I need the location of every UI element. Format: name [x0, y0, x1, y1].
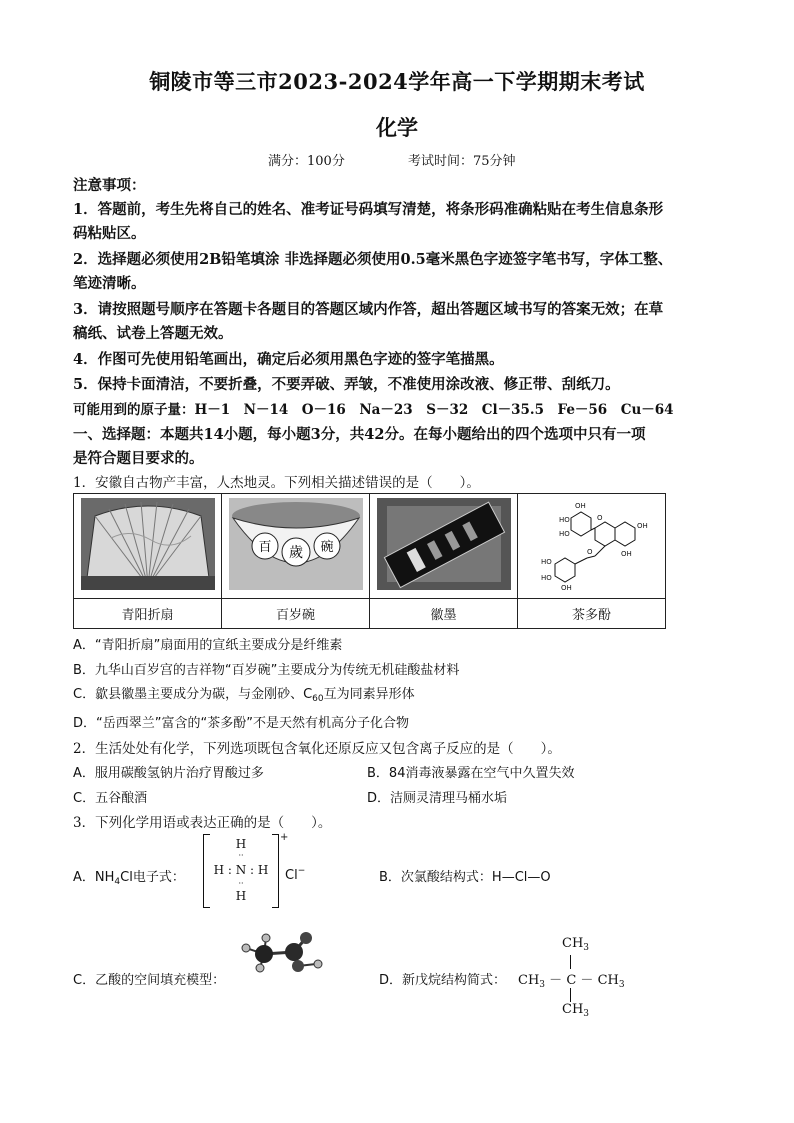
svg-text:HO: HO	[558, 530, 570, 538]
note-5: 5．保持卡面清洁，不要折叠，不要弄破、弄皱，不准使用涂改液、修正带、刮纸刀。	[73, 376, 620, 393]
q1-image-table	[73, 493, 666, 629]
note-3b: 稿纸、试卷上答题无效。	[73, 325, 233, 342]
caption-ink: 徽墨	[370, 599, 518, 629]
chloride-charge: −	[297, 866, 306, 876]
q1-option-b: B．九华山百岁宫的吉祥物“百岁碗”主要成分为传统无机硅酸盐材料	[73, 663, 460, 678]
folding-fan-image	[81, 498, 215, 590]
neopentane-bottom: $CH_3$	[562, 1002, 590, 1019]
caption-fan: 青阳折扇	[74, 599, 222, 629]
nh4-plus-charge: +	[280, 832, 289, 843]
chloride-ion	[285, 866, 305, 883]
q3-stem: 3．下列化学用语或表达正确的是（ ）。	[73, 815, 332, 831]
q3-a-post: Cl电子式：	[120, 870, 185, 885]
q3-option-a-label	[73, 866, 185, 887]
bowl-image	[229, 498, 363, 590]
chloride-symbol: Cl	[285, 868, 298, 883]
neopentane-formula	[518, 934, 628, 1024]
atomic-masses: 可能用到的原子量：H－1 N－14 O－16 Na－23 S－32 Cl－35.5 Fe－56 Cu－64	[73, 402, 674, 418]
exam-title: 铜陵市等三市2023-2024学年高一下学期期末考试	[149, 69, 645, 94]
neopentane-middle: $CH_3 - C - CH_3$	[518, 973, 625, 990]
q3-option-b: B．次氯酸结构式：H—Cl—O	[379, 870, 551, 885]
q1-option-c-sub: 60	[312, 694, 324, 704]
caption-bowl: 百岁碗	[222, 599, 370, 629]
subject-title: 化学	[376, 115, 418, 140]
section1-heading-b: 是符合题目要求的。	[73, 450, 204, 467]
q2-option-a: A．服用碳酸氢钠片治疗胃酸过多	[73, 766, 264, 781]
svg-text:O: O	[586, 548, 593, 556]
q1-option-c-post: 互为同素异形体	[323, 687, 415, 702]
ink-stick-image	[377, 498, 511, 590]
q1-option-a: A．“青阳折扇”扇面用的宣纸主要成分是纤维素	[73, 638, 343, 653]
q1-option-c-pre: C．歙县徽墨主要成分为碳，与金刚砂、C	[73, 687, 313, 702]
note-2b: 笔迹清晰。	[73, 275, 146, 292]
nh4-top-h: H	[235, 837, 247, 851]
note-4: 4．作图可先使用铅笔画出，确定后必须用黑色字迹的签字笔描黑。	[73, 351, 504, 368]
nh4-bottom-h: H	[235, 889, 247, 903]
q2-option-c: C．五谷酿酒	[73, 791, 148, 806]
bond-top	[570, 955, 571, 969]
q3-a-prefix: A．NH	[73, 870, 115, 885]
svg-text:OH: OH	[620, 550, 632, 558]
notes-heading: 注意事项：	[73, 177, 146, 194]
q2-stem: 2．生活处处有化学，下列选项既包含氧化还原反应又包含离子反应的是（ ）。	[73, 741, 561, 757]
svg-text:O: O	[596, 514, 603, 522]
note-3a: 3．请按照题号顺序在答题卡各题目的答题区域内作答，超出答题区域书写的答案无效；在草	[73, 301, 664, 318]
q3-option-c: C．乙酸的空间填充模型：	[73, 973, 226, 988]
svg-text:OH: OH	[560, 584, 572, 590]
note-1a: 1．答题前，考生先将自己的姓名、准考证号码填写清楚，将条形码准确粘贴在考生信息条形	[73, 201, 664, 218]
bond-bottom	[570, 988, 571, 1002]
bowl-char-3: 碗	[319, 540, 334, 555]
tea-polyphenol-cell	[518, 494, 666, 599]
svg-text:OH: OH	[636, 522, 648, 530]
exam-time: 考试时间：75分钟	[408, 154, 516, 169]
caption-tea: 茶多酚	[518, 599, 666, 629]
tea-polyphenol-structure	[525, 498, 659, 590]
svg-text:HO: HO	[540, 558, 552, 566]
note-2a: 2．选择题必须使用2B铅笔填涂 非选择题必须使用0.5毫米黑色字迹签字笔书写，字体工整、	[73, 251, 673, 268]
nh4-dots-top: ··	[238, 851, 244, 860]
nh4-dots-bottom: ··	[238, 879, 244, 888]
svg-text:HO: HO	[558, 516, 570, 524]
q3-option-d: D．新戊烷结构简式：	[379, 973, 507, 988]
svg-text:HO: HO	[540, 574, 552, 582]
bowl-char-2: 歲	[288, 545, 303, 561]
q2-option-d: D．洁厕灵清理马桶水垢	[367, 791, 508, 806]
nh4-middle-row: H : N : H	[213, 863, 269, 877]
fan-image-cell	[74, 494, 222, 599]
bowl-char-1: 百	[257, 540, 272, 555]
svg-text:OH: OH	[574, 502, 586, 510]
q2-option-b: B．84消毒液暴露在空气中久置失效	[367, 766, 575, 781]
acetic-acid-model	[236, 930, 336, 974]
section1-heading-a: 一、选择题：本题共14小题，每小题3分，共42分。在每小题给出的四个选项中只有一项	[73, 426, 646, 443]
bowl-image-cell	[222, 494, 370, 599]
q1-option-c	[73, 683, 415, 704]
ink-image-cell	[370, 494, 518, 599]
neopentane-top: $CH_3$	[562, 936, 590, 953]
q1-stem: 1．安徽自古物产丰富，人杰地灵。下列相关描述错误的是（ ）。	[73, 475, 480, 491]
full-score: 满分：100分	[268, 154, 345, 169]
note-1b: 码粘贴区。	[73, 225, 146, 242]
q3-a-sub: 4	[114, 877, 121, 887]
q1-option-d: D．“岳西翠兰”富含的“茶多酚”不是天然有机高分子化合物	[73, 716, 409, 731]
nh4-bracket	[203, 834, 279, 908]
